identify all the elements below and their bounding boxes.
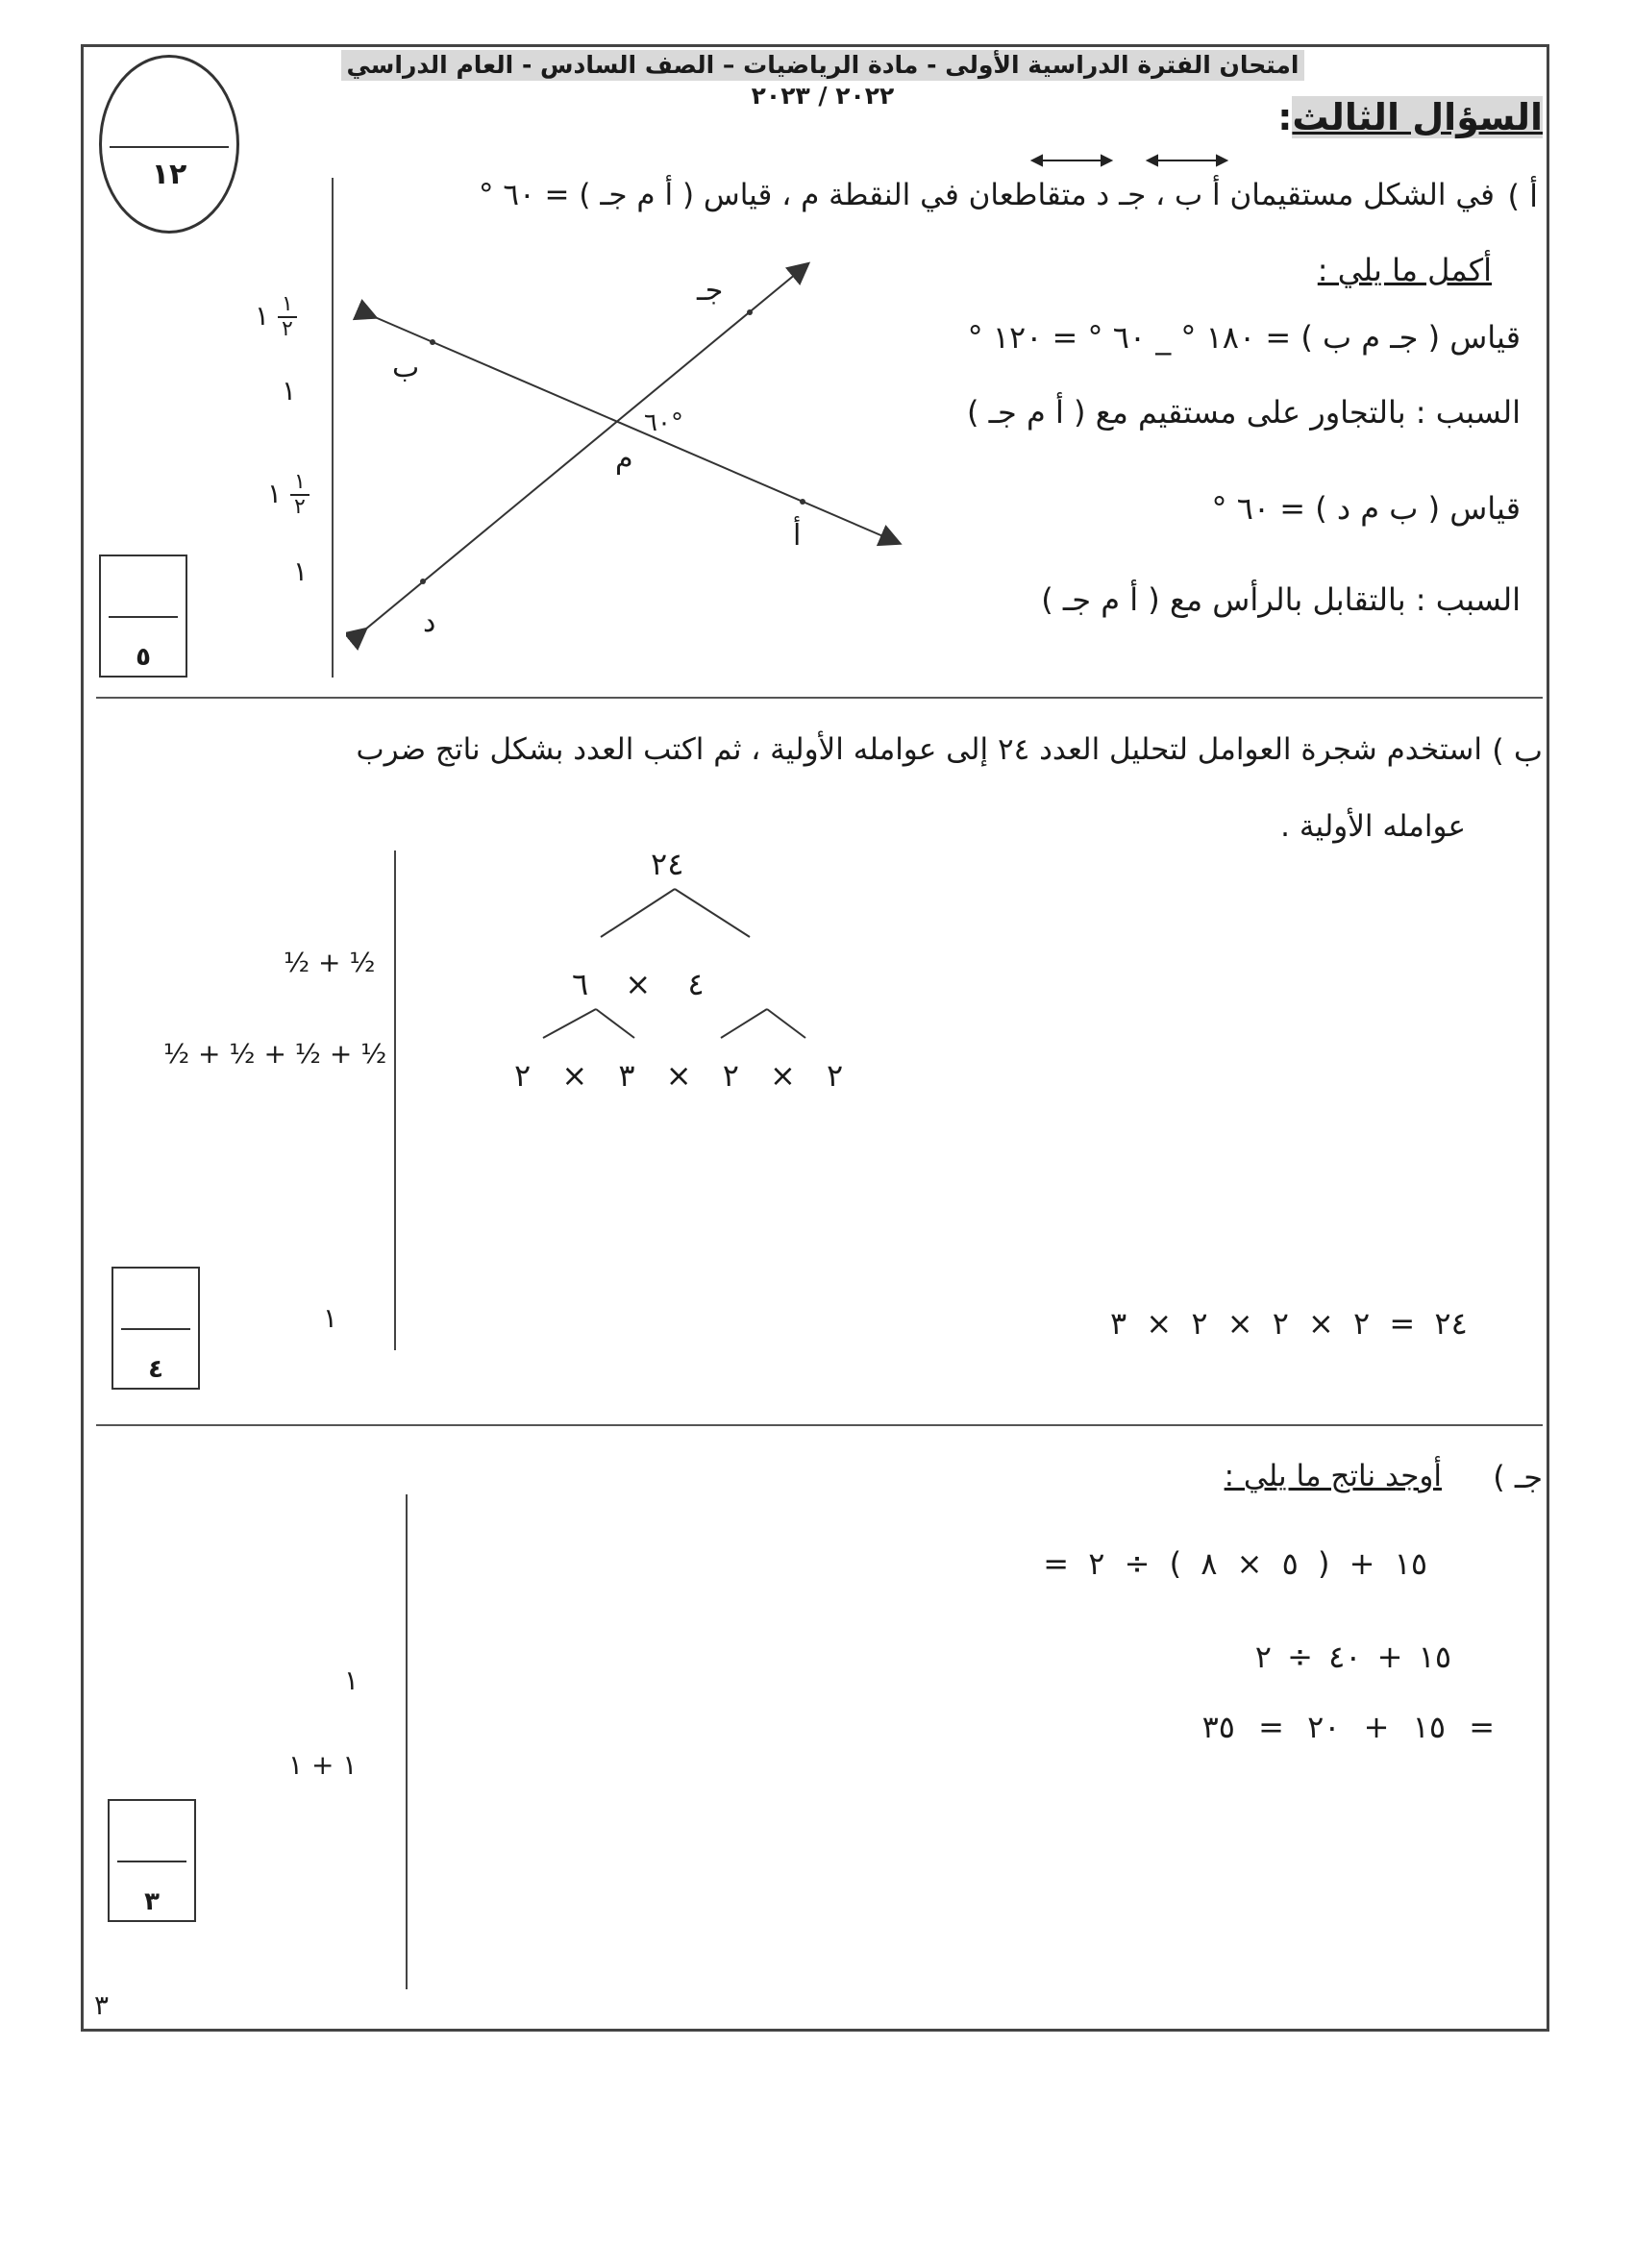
part-c-score-box <box>108 1799 196 1922</box>
label-meem: م <box>615 442 633 476</box>
part-a-mark-1: ١ $\frac{١}{٢}$ <box>255 293 297 341</box>
part-a-complete-label: أكمل ما يلي : <box>1317 252 1492 288</box>
question-title <box>1277 96 1543 138</box>
intersecting-lines-diagram <box>346 250 923 653</box>
part-c-line1: ١٥ + ( ٥ × ٨ ) ÷ ٢ = <box>1043 1545 1427 1582</box>
part-a-mark-3: ١ $\frac{١}{٢}$ <box>267 471 309 519</box>
tree-leaves: ٢ × ٢ × ٣ × ٢ <box>514 1057 844 1094</box>
section-divider-bc <box>96 1424 1543 1426</box>
part-a-mark-2: ١ <box>282 375 297 407</box>
half-fraction: $\frac{١}{٢}$ <box>290 471 309 519</box>
question-title-colon: : <box>1277 96 1293 138</box>
part-a-score: ٥ <box>136 643 151 672</box>
part-b-score: ٤ <box>148 1355 163 1384</box>
part-c-marks-divider <box>406 1494 408 1989</box>
part-c-score: ٣ <box>144 1887 160 1916</box>
part-a-statement: في الشكل مستقيمان أ ب ، جـ د متقاطعان في النقطة م ، قياس ( أ م جـ ) = ٦٠ ° <box>479 178 1495 212</box>
part-b-statement-cont: عوامله الأولية . <box>1280 809 1466 844</box>
part-c-line2: ١٥ + ٤٠ ÷ ٢ <box>1254 1639 1451 1675</box>
half-fraction: $\frac{١}{٢}$ <box>278 293 297 341</box>
page-number: ٣ <box>94 1989 110 2021</box>
line-notation-arrows <box>1019 146 1230 175</box>
part-c-line3: = ١٥ + ٢٠ = ٣٥ <box>1201 1709 1495 1745</box>
part-c-mark-2: ١ + ١ <box>288 1749 358 1781</box>
part-c-label: جـ ) <box>1493 1459 1543 1495</box>
total-score-oval <box>99 55 239 234</box>
part-a-reason2: السبب : بالتقابل بالرأس مع ( أ م جـ ) <box>1041 581 1521 618</box>
part-a-marks-divider <box>332 178 334 678</box>
part-b-statement: استخدم شجرة العوامل لتحليل العدد ٢٤ إلى عوامله الأولية ، ثم اكتب العدد بشكل ناتج ضرب <box>356 732 1482 767</box>
tree-mid: ٤ × ٦ <box>572 966 705 1002</box>
factor-tree-branches <box>519 870 865 1043</box>
line-jd <box>365 264 807 629</box>
part-b-mark-last: ١ <box>323 1302 338 1334</box>
line-ab <box>375 317 899 543</box>
label-jeem: جـ <box>697 274 724 308</box>
part-c-statement: أوجد ناتج ما يلي : <box>1224 1459 1442 1493</box>
tree-root: ٢٤ <box>651 846 684 882</box>
question-title-text: السؤال الثالث <box>1292 96 1543 138</box>
part-b-marks-line2: ½ + ½ + ½ + ½ <box>163 1038 387 1070</box>
part-a-label: أ ) <box>1507 178 1538 214</box>
section-divider-ab <box>96 697 1543 699</box>
angle-label: ٦٠° <box>644 408 683 437</box>
part-a-mark-4: ١ <box>293 555 309 587</box>
exam-header: امتحان الفترة الدراسية الأولى - مادة الرياضيات – الصف السادس - العام الدراسي ٢٠٢٢ / ٢٠٢٣ <box>341 50 1304 81</box>
part-b-score-box <box>111 1267 200 1390</box>
part-a-line2: قياس ( ب م د ) = ٦٠ ° <box>1211 490 1521 527</box>
part-b-marks-divider <box>394 850 396 1350</box>
part-a-line1: قياس ( جـ م ب ) = ١٨٠ ° _ ٦٠ ° = ١٢٠ ° <box>967 319 1521 356</box>
part-b-marks-line1: ½ + ½ <box>284 947 376 978</box>
part-b-label: ب ) <box>1492 732 1543 769</box>
label-dal: د <box>423 605 436 639</box>
part-a-reason1: السبب : بالتجاور على مستقيم مع ( أ م جـ ) <box>967 394 1521 431</box>
part-c-mark-1: ١ <box>344 1664 359 1696</box>
total-score: ١٢ <box>151 158 187 191</box>
part-b-answer: ٢٤ = ٢ × ٢ × ٢ × ٣ <box>1110 1305 1468 1342</box>
label-baa: ب <box>392 351 420 384</box>
part-a-score-box <box>99 555 187 678</box>
label-alif: أ <box>793 519 802 553</box>
